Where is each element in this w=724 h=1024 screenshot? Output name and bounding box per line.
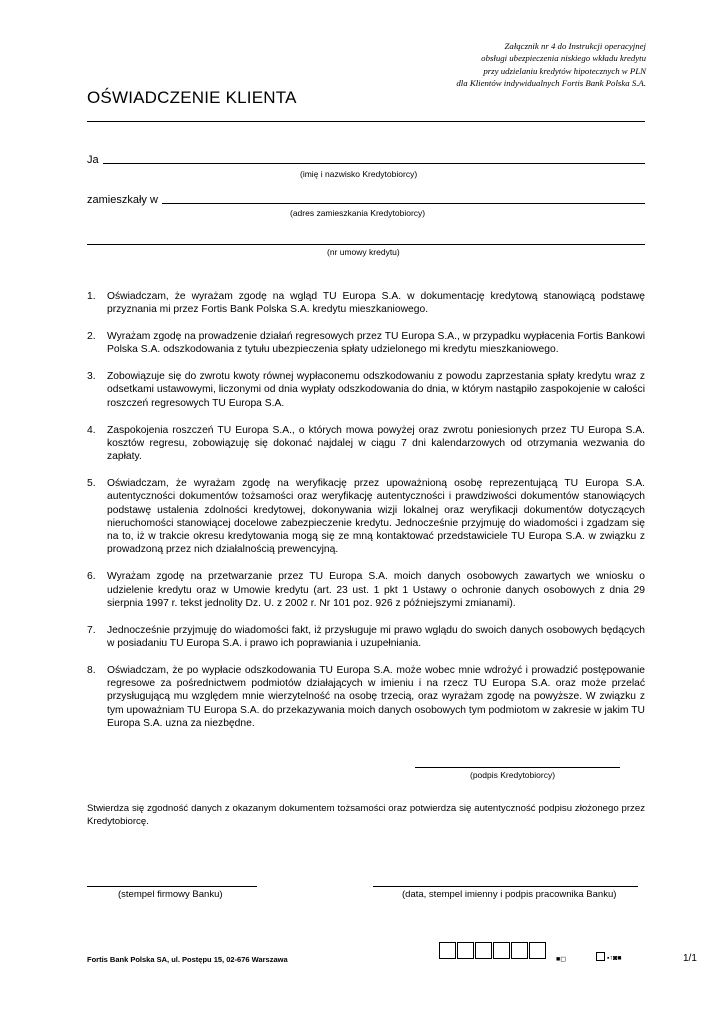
list-item <box>87 624 645 651</box>
ja-label: Ja <box>87 154 99 166</box>
item-text: Wyrażam zgodę na przetwarzanie przez TU Europa S.A. moich danych osobowych zawartych we wniosku o udzielenie kredytu oraz w Umowie kredytu (art. 23 ust. 1 pkt 1 Ustawy o ochronie danych osobowych z dnia 29 sierpnia 1997 r. tekst jednolity Dz. U. z 2002 r. Nr 101 poz. 926 z późniejszymi zmianami). <box>107 571 645 609</box>
title-divider <box>87 121 645 122</box>
address-field[interactable] <box>87 194 645 206</box>
list-item <box>87 477 645 557</box>
list-item <box>87 330 645 357</box>
item-number: 1. <box>87 291 96 302</box>
page-number: 1/1 <box>683 953 697 964</box>
bank-stamp-line[interactable] <box>87 886 257 887</box>
item-number: 2. <box>87 331 96 343</box>
bank-stamp-caption: (stempel firmowy Banku) <box>118 889 223 900</box>
item-number: 4. <box>87 424 96 436</box>
item-text: Jednocześnie przyjmuję do wiadomości fakt, iż przysługuje mi prawo wglądu do swoich danych osobowych będących w posiadaniu TU Europa S.A. i prawo ich poprawiania i uzupełniania. <box>107 624 645 649</box>
declaration-list <box>87 290 645 744</box>
ja-caption: (imię i nazwisko Kredytobiorcy) <box>300 169 418 179</box>
item-number: 5. <box>87 477 96 489</box>
address-label: zamieszkały w <box>87 194 158 206</box>
borrower-signature-caption: (podpis Kredytobiorcy) <box>470 770 556 780</box>
code-box <box>439 942 456 959</box>
code-box <box>511 942 528 959</box>
header-note-line: obsługi ubezpieczenia niskiego wkładu kredytu <box>481 53 646 64</box>
code-box <box>475 942 492 959</box>
code-box <box>493 942 510 959</box>
footer-address: Fortis Bank Polska SA, ul. Postępu 15, 02-676 Warszawa <box>87 955 288 964</box>
item-number: 8. <box>87 664 96 676</box>
barcode-boxes <box>439 942 547 959</box>
item-text: Oświadczam, że wyrażam zgodę na weryfikację przez upoważnioną osobę reprezentującą TU Europa S.A. autentyczności dokumentów tożsamości oraz weryfikację autentyczności i prawdziwości dokumentów stanowiących podstawę ustalenia zdolności kredytowej, dokonywania wizji lokalnej oraz weryfikacji dokumentów dotyczących nieruchomości stanowiącej docelowe zabezpieczenie kredytu. Jednocześnie przyjmuję do wiadomości i zgadzam się na to, iż w trakcie okresu kredytowania mogą się ze mną kontaktować przedstawiciele TU Europa S.A. w związku z prowadzoną przez nich działalnością prewencyjną. <box>107 477 645 556</box>
checkbox-icon <box>596 952 605 961</box>
item-number: 7. <box>87 624 96 636</box>
item-text: Wyrażam zgodę na prowadzenie działań regresowych przez TU Europa S.A., w przypadku wypłacenia Fortis Bankowi Polska S.A. odszkodowania z tytułu ubezpieczenia spłaty udzielonego mi kredytu mieszkaniowego. <box>107 331 645 356</box>
header-note-line: przy udzielaniu kredytów hipotecznych w PLN <box>483 65 646 76</box>
list-item <box>87 290 645 317</box>
loan-number-caption: (nr umowy kredytu) <box>327 247 400 257</box>
code-box <box>457 942 474 959</box>
loan-number-input-line[interactable] <box>87 244 645 245</box>
list-item <box>87 370 645 410</box>
item-text: Oświadczam, że po wypłacie odszkodowania TU Europa S.A. może wobec mnie wdrożyć i prowadzić postępowanie regresowe za pośrednictwem podmiotów działających w imieniu i na rzecz TU Europa S.A. oraz może przelać przysługującą mu względem mnie wierzytelność na osobę trzecią, oraz wyrażam zgodę na powyższe. W związku z tym upoważniam TU Europa S.A. do przekazywania moich danych osobowych tym podmiotom w zakresie w jakim TU Europa S.A. uzna za niezbędne. <box>107 664 645 729</box>
employee-signature-line[interactable] <box>373 886 638 887</box>
marker-icon: ▪↑◙■ <box>607 955 622 962</box>
borrower-signature-line[interactable] <box>415 767 620 768</box>
address-caption: (adres zamieszkania Kredytobiorcy) <box>290 208 426 218</box>
list-item <box>87 570 645 610</box>
employee-signature-caption: (data, stempel imienny i podpis pracownika Banku) <box>402 889 617 900</box>
code-box <box>529 942 546 959</box>
marker-icon: ■◻ <box>556 956 567 963</box>
item-number: 3. <box>87 371 96 383</box>
header-note <box>346 40 646 89</box>
item-text: Zobowiązuje się do zwrotu kwoty równej wypłaconemu odszkodowaniu z powodu zaprzestania spłaty kredytu wraz z odsetkami ustawowymi, liczonymi od dnia wypłaty odszkodowania do dnia, w którym nastąpiło zaspokojenie w całości roszczeń regresowych TU Europa S.A. <box>107 371 645 409</box>
item-number: 6. <box>87 571 96 583</box>
ja-input-line[interactable] <box>103 162 645 164</box>
address-input-line[interactable] <box>162 202 645 204</box>
confirmation-text: Stwierdza się zgodność danych z okazanym dokumentem tożsamości oraz potwierdza się autentyczność podpisu złożonego przez Kredytobiorcę. <box>87 803 645 827</box>
item-text: Zaspokojenia roszczeń TU Europa S.A., o których mowa powyżej oraz zwrotu poniesionych przez TU Europa S.A. kosztów regresu, zobowiązuję się dokonać najdalej w ciągu 7 dni kalendarzowych od otrzymania wezwania do zapłaty. <box>107 424 645 463</box>
item-text: Oświadczam, że wyrażam zgodę na wgląd TU Europa S.A. w dokumentację kredytową stanowiącą podstawę przyznania mi przez Fortis Bank Polska S.A. kredytu mieszkaniowego. <box>107 291 645 316</box>
list-item <box>87 424 645 464</box>
header-note-line: Załącznik nr 4 do Instrukcji operacyjnej <box>504 41 646 51</box>
list-item <box>87 664 645 730</box>
document-title: OŚWIADCZENIE KLIENTA <box>87 88 297 107</box>
header-note-line: dla Klientów indywidualnych Fortis Bank Polska S.A. <box>456 77 646 88</box>
ja-field[interactable] <box>87 154 645 166</box>
